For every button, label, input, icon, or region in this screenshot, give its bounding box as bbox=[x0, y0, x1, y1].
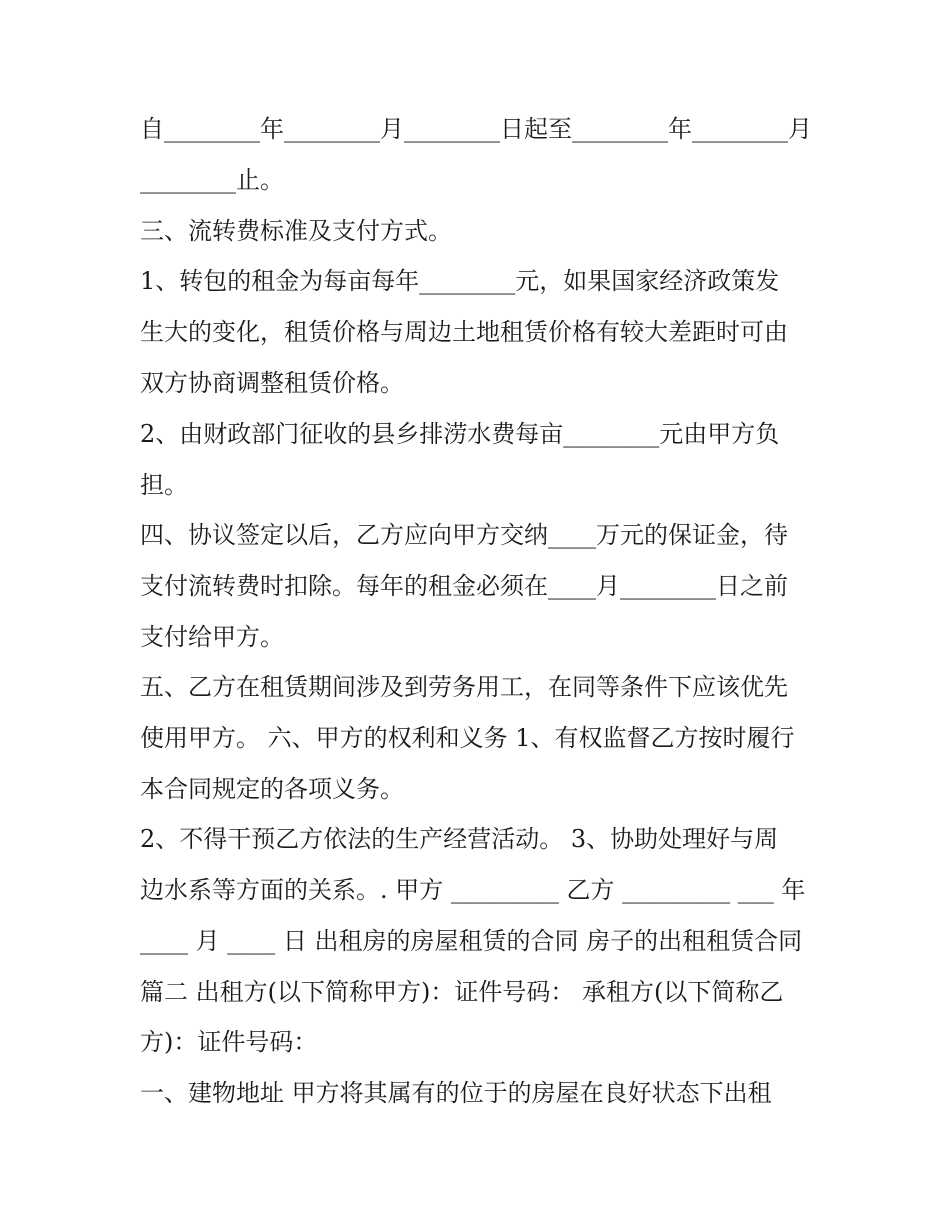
text-line: 担。 bbox=[140, 471, 188, 499]
text-line: 1、转包的租金为每亩每年________元，如果国家经济政策发 bbox=[140, 267, 780, 295]
text-line: 使用甲方。 六、甲方的权利和义务 1、有权监督乙方按时履行 bbox=[140, 724, 795, 752]
text-line: 本合同规定的各项义务。 bbox=[140, 775, 404, 803]
text-line: ________止。 bbox=[140, 166, 284, 194]
text-line: 五、乙方在租赁期间涉及到劳务用工，在同等条件下应该优先 bbox=[140, 673, 788, 701]
text-line: 2、由财政部门征收的县乡排涝水费每亩________元由甲方负 bbox=[140, 420, 780, 448]
text-line: 四、协议签定以后，乙方应向甲方交纳____万元的保证金，待 bbox=[140, 521, 788, 549]
section-heading: 一、建物地址 甲方将其属有的位于的房屋在良好状态下出租 bbox=[140, 1079, 772, 1107]
section-heading: 三、流转费标准及支付方式。 bbox=[140, 217, 452, 245]
text-line: 边水系等方面的关系。. 甲方 _________ 乙方 _________ ___ 年 bbox=[140, 876, 806, 904]
text-line: 自________年________月________日起至________年________月 bbox=[140, 115, 812, 143]
text-line: 支付流转费时扣除。每年的租金必须在____月________日之前 bbox=[140, 572, 788, 600]
text-line: 方)：证件号码： bbox=[140, 1028, 318, 1056]
text-line: 双方协商调整租赁价格。 bbox=[140, 369, 404, 397]
text-line: 支付给甲方。 bbox=[140, 623, 284, 651]
text-line: 篇二 出租方(以下简称甲方)：证件号码： 承租方(以下简称乙 bbox=[140, 978, 784, 1006]
text-line: 2、不得干预乙方依法的生产经营活动。 3、协助处理好与周 bbox=[140, 825, 779, 853]
text-line: ____ 月 ____ 日 出租房的房屋租赁的合同 房子的出租租赁合同 bbox=[140, 927, 803, 955]
text-line: 生大的变化，租赁价格与周边土地租赁价格有较大差距时可由 bbox=[140, 318, 788, 346]
